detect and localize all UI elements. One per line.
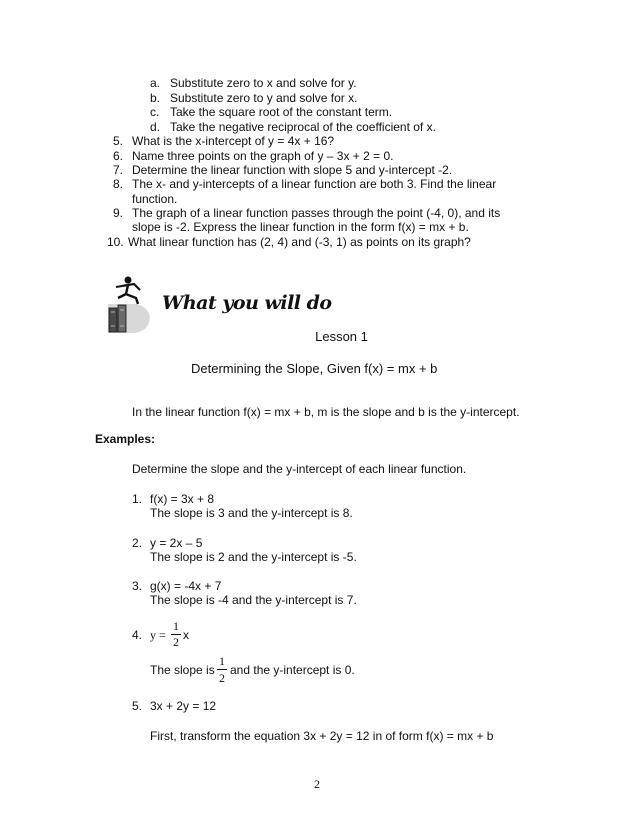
example-answer-suffix: and the y-intercept is 0. (230, 663, 355, 677)
question-text: What is the x-intercept of y = 4x + 16? (132, 134, 335, 148)
example-equation: 3x + 2y = 12 (150, 699, 217, 713)
examples-instruction: Determine the slope and the y-intercept of each linear function. (132, 462, 467, 476)
question-number: 5. (113, 134, 124, 148)
question-text: Determine the linear function with slope 5 and y-intercept -2. (132, 163, 453, 177)
lesson-intro: In the linear function f(x) = mx + b, m is the slope and b is the y-intercept. (132, 405, 520, 419)
example-number: 3. (132, 579, 143, 593)
fraction-denominator: 2 (173, 635, 179, 649)
example-number: 2. (132, 536, 143, 550)
sub-item-letter: b. (150, 91, 161, 105)
question-number: 8. (113, 177, 124, 191)
example-answer: The slope is 3 and the y-intercept is 8. (150, 506, 353, 520)
question-number: 7. (113, 163, 124, 177)
question-text-continued: function. (132, 192, 178, 206)
sub-item-letter: c. (150, 105, 160, 119)
question-text: Name three points on the graph of y – 3x + 2 = 0. (132, 149, 394, 163)
fraction-numerator: 1 (219, 654, 225, 668)
examples-heading: Examples: (95, 432, 156, 446)
sub-item-text: Substitute zero to y and solve for x. (170, 91, 358, 105)
example-answer: The slope is 2 and the y-intercept is -5. (150, 550, 357, 564)
question-number: 10. (107, 235, 124, 249)
page-number: 2 (314, 777, 320, 791)
example-equation: y = 2x – 5 (150, 536, 203, 550)
equation-lhs: y = (150, 628, 166, 642)
question-number: 6. (113, 149, 124, 163)
question-text: What linear function has (2, 4) and (-3, 1) as points on its graph? (128, 235, 471, 249)
example-text: First, transform the equation 3x + 2y = 12 in of form f(x) = mx + b (150, 729, 494, 743)
lesson-label: Lesson 1 (315, 329, 368, 344)
fraction-denominator: 2 (219, 671, 225, 685)
question-text-continued: slope is -2. Express the linear function in the form f(x) = mx + b. (132, 220, 469, 234)
sub-item-letter: d. (150, 120, 161, 134)
question-number: 9. (113, 206, 124, 220)
question-text: The x- and y-intercepts of a linear function are both 3. Find the linear (132, 177, 497, 191)
lesson-title: Determining the Slope, Given f(x) = mx + b (191, 361, 438, 376)
example-equation: f(x) = 3x + 8 (150, 492, 215, 506)
example-number: 5. (132, 699, 143, 713)
sub-item-text: Substitute zero to x and solve for y. (170, 76, 357, 90)
example-answer: The slope is -4 and the y-intercept is 7. (150, 593, 357, 607)
sub-item-text: Take the negative reciprocal of the coefficient of x. (170, 120, 436, 134)
example-answer-prefix: The slope is (150, 663, 215, 677)
section-title: What you will do (162, 292, 332, 314)
student-on-books-icon (104, 274, 162, 336)
sub-item-letter: a. (150, 76, 161, 90)
example-number: 4. (132, 628, 143, 642)
example-equation: g(x) = -4x + 7 (150, 579, 222, 593)
question-text: The graph of a linear function passes through the point (-4, 0), and its (132, 206, 501, 220)
fraction-bar (217, 669, 227, 670)
example-number: 1. (132, 492, 143, 506)
sub-item-text: Take the square root of the constant term. (170, 105, 393, 119)
fraction-numerator: 1 (173, 619, 179, 633)
equation-variable: x (183, 628, 189, 642)
